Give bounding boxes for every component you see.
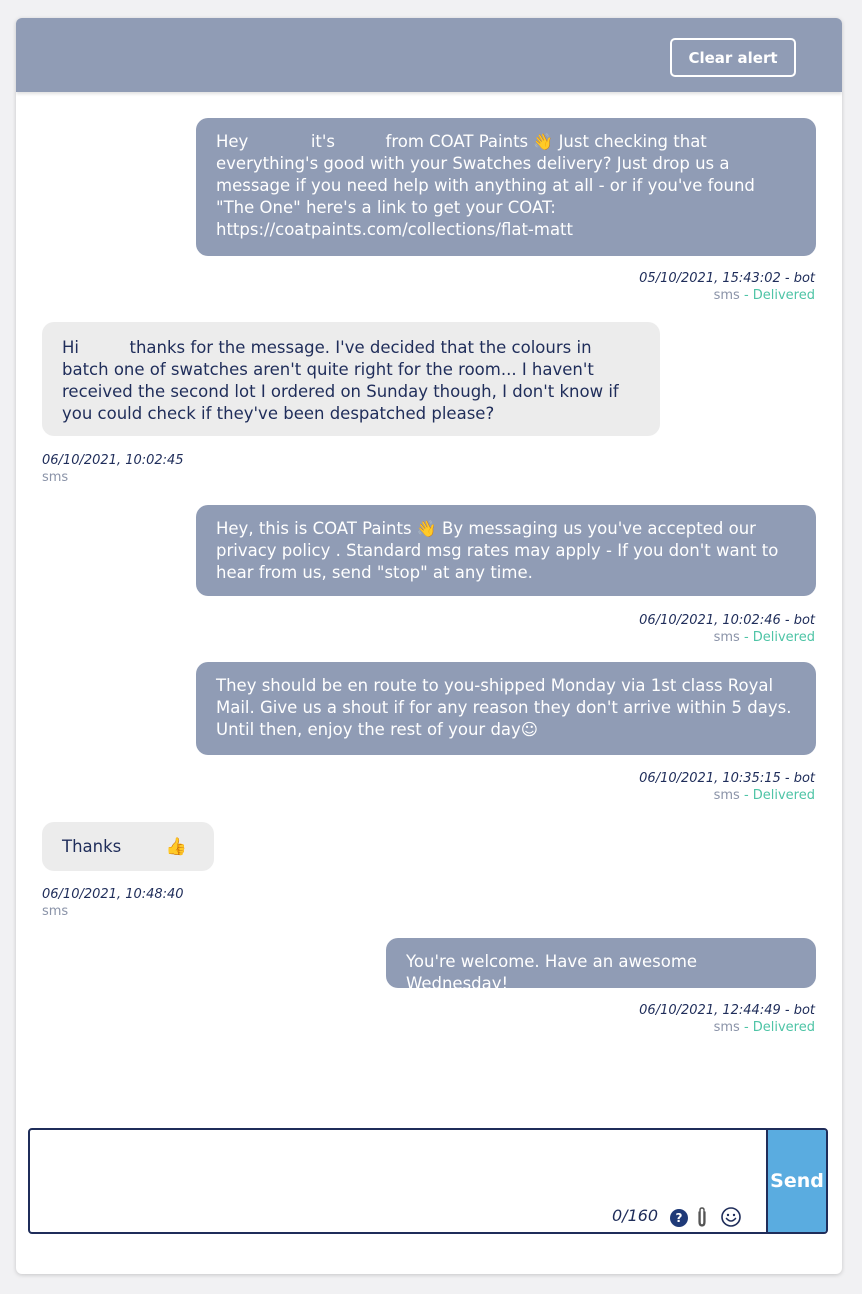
message-timestamp: 06/10/2021, 10:48:40 [42,887,184,902]
waving-hand-icon: 👋 [416,519,437,538]
message-channel: sms [713,1020,740,1035]
message-meta [639,770,815,804]
message-meta [639,1002,815,1036]
message-text: You're welcome. Have an awesome Wednesday! [406,952,698,993]
outgoing-message [196,662,816,755]
delivery-status: - Delivered [743,788,815,803]
message-timestamp: 06/10/2021, 12:44:49 - bot [639,1003,815,1018]
message-meta [42,886,184,920]
incoming-message [42,822,214,871]
message-meta [639,270,815,304]
message-channel: sms [713,630,740,645]
outgoing-message [386,938,816,993]
message-channel: sms [42,470,69,485]
message-channel: sms [713,288,740,303]
message-text: thanks for the message. I've decided that the colours in batch one of swatches aren't quite right for the room... I haven't received the second lot I ordered on Sunday though, I don't know if you could check if they've been despatched please? [62,338,619,423]
waving-hand-icon: 👋 [533,132,554,151]
delivery-status: - Delivered [743,1020,815,1035]
clear-alert-button[interactable]: Clear alert [670,38,796,77]
message-timestamp: 06/10/2021, 10:35:15 - bot [639,771,815,786]
message-meta [639,612,815,646]
message-composer [28,1128,828,1234]
message-text: Hey [216,132,249,151]
message-text: They should be en route to you-shipped Monday via 1st class Royal Mail. Give us a shout if for any reason they don't arrive within 5 days. Until then, enjoy the rest of your day☺ [216,676,792,739]
incoming-message [42,322,660,436]
message-timestamp: 06/10/2021, 10:02:46 - bot [639,613,815,628]
message-meta [42,452,184,486]
message-text: By messaging us you've accepted our privacy policy . Standard msg rates may apply - If you don't want to hear from us, send "stop" at any time. [216,519,779,582]
message-channel: sms [713,788,740,803]
message-text: from COAT Paints [385,132,529,151]
smiley-icon[interactable] [720,1206,742,1228]
message-timestamp: 06/10/2021, 10:02:45 [42,453,184,468]
character-counter: 0/160 [612,1206,659,1225]
help-icon[interactable]: ? [670,1209,688,1227]
message-text: it's [310,132,336,151]
message-channel: sms [42,904,69,919]
message-timestamp: 05/10/2021, 15:43:02 - bot [639,271,815,286]
outgoing-message [196,505,816,596]
conversation-panel [16,18,842,1274]
outgoing-message [196,118,816,256]
conversation-header [16,18,842,92]
message-text: Hey, this is COAT Paints [216,519,412,538]
thumbs-up-icon: 👍 [165,837,187,857]
paperclip-icon[interactable] [695,1206,709,1228]
send-button[interactable]: Send [766,1130,826,1232]
message-text: Just checking that everything's good with your Swatches delivery? Just drop us a message if you need help with anything at all - or if you've found "The One" here's a link to get your COAT: https://coatpaints.com/collections/flat-matt [216,132,755,239]
message-text: Thanks [62,837,122,856]
delivery-status: - Delivered [743,288,815,303]
delivery-status: - Delivered [743,630,815,645]
message-text: Hi [62,338,79,357]
